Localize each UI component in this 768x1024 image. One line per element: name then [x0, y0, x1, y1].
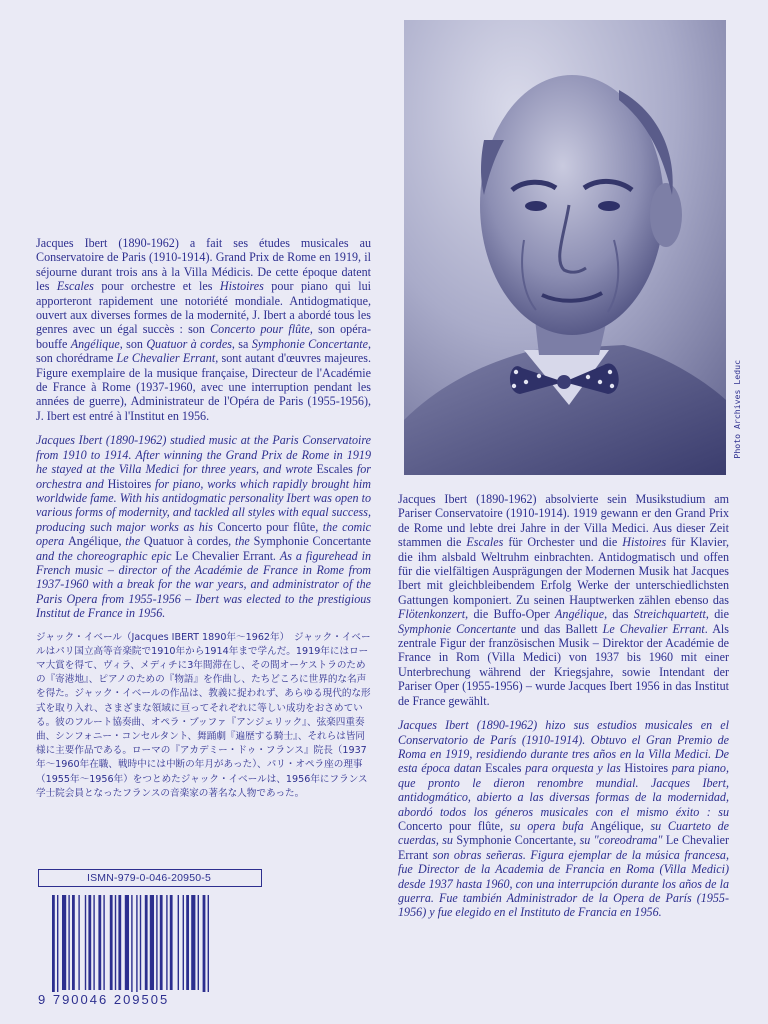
- work-title: Escales: [56, 279, 94, 294]
- work-title: Concerto pour flûte: [217, 519, 316, 534]
- work-title: Symphonie Concertante: [456, 833, 574, 848]
- work-title: Histoires: [622, 535, 667, 550]
- work-title: Angélique: [555, 607, 605, 622]
- barcode-bar: [98, 895, 101, 990]
- barcode-icon: [38, 895, 258, 1005]
- barcode-bar: [198, 895, 199, 990]
- barcode-bar: [156, 895, 157, 990]
- barcode-bar: [78, 895, 79, 990]
- photo-credit: Photo Archives Leduc: [732, 360, 742, 459]
- barcode-bar: [150, 895, 154, 990]
- barcode-bar: [125, 895, 129, 990]
- barcode-bar: [166, 895, 167, 990]
- work-title: Escales: [316, 462, 353, 477]
- barcode-bar: [85, 895, 86, 990]
- left-column: [36, 236, 371, 811]
- work-title: Symphonie Concertante: [251, 336, 368, 351]
- barcode-bar: [103, 895, 104, 990]
- work-title: Le Chevalier Errant: [175, 548, 274, 563]
- work-title: Flötenkonzert: [398, 607, 466, 622]
- barcode-bar: [57, 895, 58, 999]
- barcode-bar: [68, 895, 69, 990]
- barcode-bar: [208, 895, 209, 999]
- barcode-bar: [186, 895, 189, 990]
- barcode-bar: [203, 895, 206, 999]
- barcode-bar: [140, 895, 141, 990]
- right-column: [398, 492, 729, 930]
- barcode-bar: [88, 895, 91, 990]
- barcode-bar: [93, 895, 94, 990]
- portrait-image: [404, 20, 726, 475]
- work-title: Symphonie Concertante: [398, 621, 516, 636]
- spanish-biography: Jacques Ibert (1890-1962) hizo sus estudios musicales en el Conservatorio de París (1910-1914). Obtuvo el Gran Premio de Roma en 1919, residiendo durante tres años en la Villa Medici. De esta época datan Escales para orquesta y las Histoires para piano, que pronto le dieron renombre mundial. Jacques Ibert, antidogmático, abierto a las diversas formas de la modernidad, abordó todos los géneros musicales con el mismo éxito : su Concerto pour flûte, su opera bufa Angélique, su Cuarteto de cuerdas, su Symphonie Concertante, su "coreodrama" Le Chevalier Errant son obras señeras. Figura ejemplar de la música francesa, fue Director de la Academia de Francia en Roma (Villa Medici) desde 1937 hasta 1960, con una interrupción durante los años de la guerra. Fue también Administrador de la Opera de París (1955-1956) y fue elegido en el Instituto de Francia en 1956.: [398, 718, 730, 920]
- portrait-photo: [404, 20, 726, 475]
- barcode-bar: [191, 895, 195, 990]
- work-title: Concerto pour flûte: [210, 322, 310, 337]
- barcode-bar: [118, 895, 121, 990]
- japanese-biography: ジャック・イベール（Jacques IBERT 1890年〜1962年） ジャック・イベールはパリ国立高等音楽院で1910年から1914年まで学んだ。1919年にはローマ大賞を得て、ヴィラ、メディチに3年間滞在し、その間オーケストラのための『寄港地』、ピアノのための『物語』を作曲し、たちどころに世界的な名声を得た。ジャック・イベールの作品は、教義に捉われず、あらゆる現代的な形式を取り入れ、さまざまな領域に亘ってそれぞれに等しい成功をおさめている。彼のフルート協奏曲、オペラ・ブッファ『アンジェリック』、弦楽四重奏曲、シンフォニー・コンセルタント、舞踊劇『遍歴する騎士』、それらは皆同様に主要作品である。ローマの『アカデミー・ドゥ・フランス』院長（1937年〜1960年在職、戦時中には中断の年月があった）、パリ・オペラ座の理事（1955年〜1956年）をつとめたジャック・イベールは、1956年にフランス学士院会員となったフランスの音楽家の著名な人物であった。: [36, 631, 371, 799]
- barcode-bar: [145, 895, 148, 990]
- work-title: Escales: [466, 535, 504, 550]
- work-title: Streichquartett: [633, 607, 706, 622]
- barcode-bar: [136, 895, 137, 999]
- german-biography: Jacques Ibert (1890-1962) absolvierte sein Musikstudium am Pariser Conservatoire (1910-1914). 1919 gewann er den Grand Prix de Rome und lebte drei Jahre in der Villa Medici. Aus dieser Zeit stammen die Escales für Orchester und die Histoires für Klavier, die ihm alsbald Weltruhm einbrachten. Antidogmatisch und offen für die vielfältigen Ausprägungen der Modernen Musik hat Jacques Ibert mit gleichbleibendem Erfolg Werke der unterschiedlichsten Gattungen komponiert. Zu seinen Hauptwerken zählen ebenso das Flötenkonzert, die Buffo-Oper Angélique, das Streichquartett, die Symphonie Concertante und das Ballett Le Chevalier Errant. Als zentrale Figur der französischen Musik – Direktor der Académie de France in Rom (Villa Medici) von 1937 bis 1960 mit einer Unterbrechung während der Kriegsjahre, sowie Intendant der Pariser Oper (1955-1956) – wurde Jacques Ibert 1956 in das Institut de France gewählt.: [398, 492, 730, 708]
- barcode-bar: [183, 895, 184, 990]
- work-title: Histoires: [107, 476, 152, 491]
- barcode-bar: [110, 895, 113, 990]
- work-title: Concerto pour flûte: [398, 818, 501, 833]
- work-title: Escales: [485, 761, 522, 776]
- barcode-number: 9 790046 209505: [38, 992, 258, 1008]
- barcode-bar: [115, 895, 116, 990]
- work-title: Le Chevalier Errant: [602, 621, 705, 636]
- work-title: Le Chevalier Errant: [398, 833, 729, 862]
- ismn-label: ISMN-979-0-046-20950-5: [86, 872, 212, 884]
- barcode-bar: [52, 895, 55, 999]
- barcode-bar: [160, 895, 163, 990]
- work-title: Quatuor à cordes: [146, 336, 232, 351]
- work-title: Angélique: [68, 534, 119, 549]
- barcode-bar: [62, 895, 66, 990]
- english-biography: Jacques Ibert (1890-1962) studied music at the Paris Conservatoire from 1910 to 1914. After winning the Grand Prix de Rome in 1919 he stayed at the Villa Medici for three years, and wrote Escales for orchestra and Histoires for piano, works which rapidly brought him worldwide fame. With his antidogmatic personality Ibert was open to various forms of modernity, and tackled all styles with equal success, producing such major works as his Concerto pour flûte, the comic opera Angélique, the Quatuor à cordes, the Symphonie Concertante and the choreographic epic Le Chevalier Errant. As a figurehead in French music – director of the Académie de France in Rome from 1937-1960 with a break for the war years, and administrator of the Paris Opera from 1955-1956 – Ibert was elected to the prestigious Institut de France in 1956.: [36, 433, 371, 621]
- barcode-bar: [178, 895, 179, 990]
- barcode-bar: [131, 895, 132, 999]
- work-title: Symphonie Concertante: [253, 534, 371, 549]
- barcode-bar: [72, 895, 75, 990]
- work-title: Angélique: [590, 818, 641, 833]
- work-title: Le Chevalier Errant: [116, 351, 216, 366]
- barcode-bar: [170, 895, 173, 990]
- french-biography: Jacques Ibert (1890-1962) a fait ses études musicales au Conservatoire de Paris (1910-1914). Grand Prix de Rome en 1919, il séjourne durant trois ans à la Villa Médicis. De cette époque datent les Escales pour orchestre et les Histoires pour piano qui lui apporteront rapidement une notoriété mondiale. Antidogmatique, ouvert aux diverses formes de la modernité, J. Ibert a abordé tous les genres avec un égal succès : son Concerto pour flûte, son opéra-bouffe Angélique, son Quatuor à cordes, sa Symphonie Concertante, son chorédrame Le Chevalier Errant, sont autant d'œuvres majeures. Figure exemplaire de la musique française, Directeur de l'Académie de France à Rome (1937-1960, avec une interruption pendant les années de guerre), Administrateur de l'Opéra de Paris (1955-1956), J. Ibert est entré à l'Institut en 1956.: [36, 236, 372, 423]
- work-title: Histoires: [624, 761, 669, 776]
- work-title: Histoires: [219, 279, 264, 294]
- work-title: Quatuor à cordes: [143, 534, 229, 549]
- work-title: Angélique: [70, 336, 120, 351]
